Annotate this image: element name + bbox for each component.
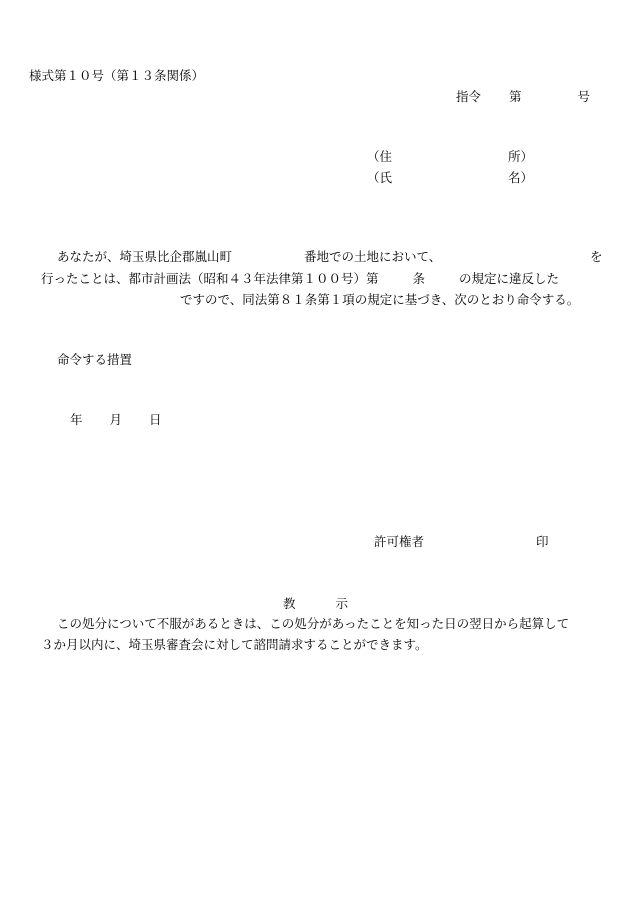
body-line-1-b: 番地での土地において、 bbox=[304, 249, 442, 264]
order-number-line bbox=[456, 91, 590, 104]
notice-line-1: この処分について不服があるときは、この処分があったことを知った日の翌日から起算して bbox=[57, 616, 570, 631]
body-line-1 bbox=[57, 251, 441, 264]
date-month: 月 bbox=[109, 412, 123, 427]
body-line-2-c: の規定に違反した bbox=[459, 271, 560, 286]
name-open: （氏 bbox=[367, 170, 393, 185]
body-line-1-end: を bbox=[590, 249, 603, 264]
seal-mark: 印 bbox=[536, 534, 549, 549]
body-line-2 bbox=[41, 273, 559, 286]
address-close: 所） bbox=[508, 149, 534, 164]
notice-title bbox=[283, 598, 348, 611]
date-line bbox=[70, 414, 162, 427]
order-dai: 第 bbox=[509, 89, 522, 104]
body-line-3: ですので、同法第８１条第１項の規定に基づき、次のとおり命令する。 bbox=[180, 292, 580, 307]
date-day: 日 bbox=[149, 412, 162, 427]
authority-label: 許可権者 bbox=[374, 534, 425, 549]
notice-title-2: 示 bbox=[335, 596, 349, 611]
body-line-2-a: 行ったことは、都市計画法（昭和４３年法律第１００号）第 bbox=[41, 271, 379, 286]
name-close: 名） bbox=[508, 170, 534, 185]
date-year: 年 bbox=[70, 412, 83, 427]
form-number: 様式第１０号（第１３条関係） bbox=[29, 68, 205, 83]
address-open: （住 bbox=[367, 149, 393, 164]
notice-line-2: ３か月以内に、埼玉県審査会に対して諮問請求することができます。 bbox=[41, 637, 428, 652]
notice-title-1: 教 bbox=[283, 596, 296, 611]
order-prefix: 指令 bbox=[456, 89, 482, 104]
order-suffix: 号 bbox=[577, 89, 591, 104]
body-line-1-a: あなたが、埼玉県比企郡嵐山町 bbox=[57, 249, 233, 264]
body-line-2-b: 条 bbox=[412, 271, 426, 286]
measures-heading: 命令する措置 bbox=[57, 352, 133, 367]
